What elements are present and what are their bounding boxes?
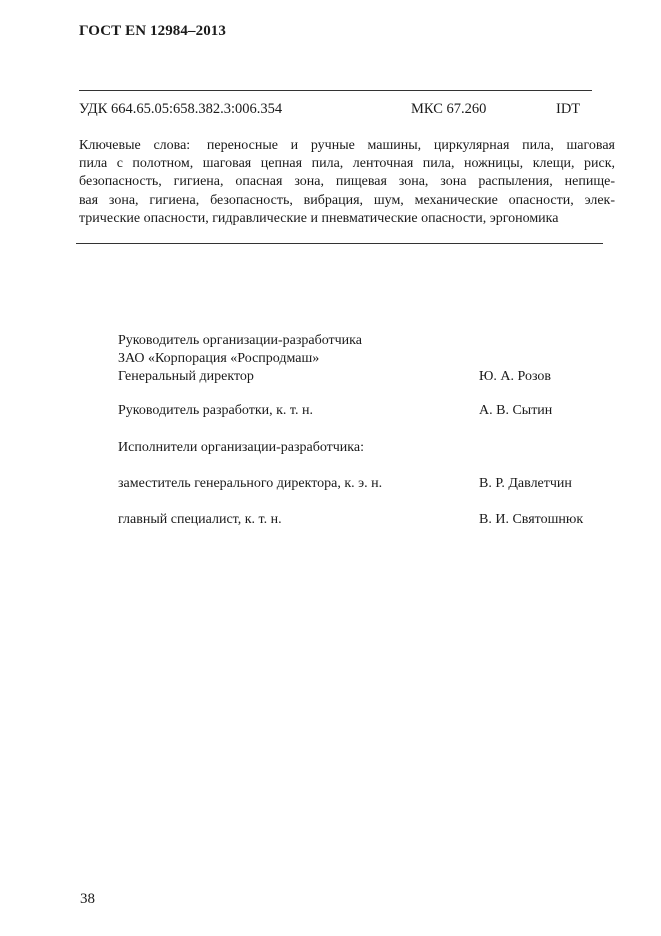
standard-title: ГОСТ EN 12984–2013 (79, 23, 226, 39)
org-head-position: Генеральный директор (118, 369, 254, 384)
performer-name: В. Р. Давлетчин (479, 476, 572, 491)
performer-role: заместитель генерального директора, к. э. н. (118, 476, 383, 491)
keywords-line (79, 137, 615, 155)
org-name: ЗАО «Корпорация «Роспродмаш» (118, 351, 320, 366)
performers-heading: Исполнители организации-разработчика: (118, 440, 364, 455)
keywords-line: безопасность, гигиена, опасная зона, пищевая зона, зона распыления, непище- (79, 174, 615, 190)
keywords-block (79, 137, 615, 228)
dev-head-name: А. В. Сытин (479, 403, 553, 418)
performer-name: В. И. Святошнюк (479, 512, 584, 527)
top-divider (79, 90, 592, 91)
performer-role: главный специалист, к. т. н. (118, 512, 282, 527)
org-head-title: Руководитель организации-разработчика (118, 333, 362, 348)
keywords-line: пила с полотном, шаговая цепная пила, ленточная пила, ножницы, клещи, риск, (79, 156, 615, 172)
dev-head-role: Руководитель разработки, к. т. н. (118, 403, 313, 418)
keywords-line: вая зона, гигиена, безопасность, вибрация, шум, механические опасности, элек- (79, 192, 615, 208)
keywords-label: Ключевые слова: (79, 138, 191, 153)
keywords-text: переносные и ручные машины, циркулярная пила, шаговая (206, 138, 615, 153)
udk-code: УДК 664.65.05:658.382.3:006.354 (79, 101, 283, 117)
idt-mark: IDT (556, 101, 581, 117)
org-head-name: Ю. А. Розов (479, 369, 551, 384)
page-number: 38 (80, 891, 95, 907)
keywords-line: трические опасности, гидравлические и пневматические опасности, эргономика (79, 210, 559, 226)
mks-code: МКС 67.260 (411, 101, 487, 117)
bottom-divider (76, 243, 603, 244)
